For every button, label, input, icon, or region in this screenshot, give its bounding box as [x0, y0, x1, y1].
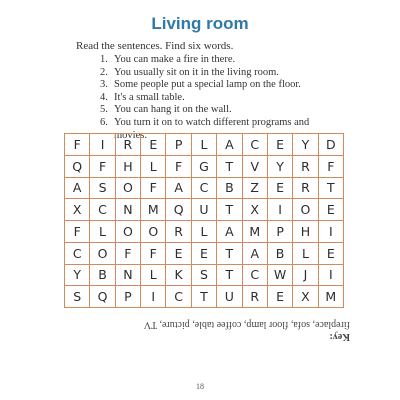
grid-cell[interactable]: Y: [65, 265, 90, 287]
clue-text: You can make a fire in there.: [114, 54, 236, 65]
grid-cell[interactable]: C: [90, 199, 115, 221]
grid-cell[interactable]: A: [65, 178, 90, 200]
clue-text: You can hang it on the wall.: [114, 104, 232, 116]
grid-cell[interactable]: D: [319, 134, 344, 156]
instruction-text: Read the sentences. Find six words.: [76, 40, 234, 52]
grid-cell[interactable]: U: [217, 286, 242, 308]
grid-cell[interactable]: P: [116, 286, 141, 308]
grid-cell[interactable]: I: [319, 221, 344, 243]
page-title: Living room: [151, 14, 249, 33]
grid-cell[interactable]: L: [192, 221, 217, 243]
grid-cell[interactable]: A: [243, 243, 268, 265]
grid-cell[interactable]: C: [243, 134, 268, 156]
grid-cell[interactable]: H: [293, 221, 318, 243]
grid-cell[interactable]: U: [192, 199, 217, 221]
clue-item: [100, 54, 340, 67]
grid-cell[interactable]: T: [217, 265, 242, 287]
grid-cell[interactable]: B: [90, 265, 115, 287]
grid-cell[interactable]: I: [90, 134, 115, 156]
grid-cell[interactable]: E: [192, 243, 217, 265]
answer-key: [70, 318, 350, 342]
grid-cell[interactable]: E: [268, 286, 293, 308]
grid-cell[interactable]: L: [141, 156, 166, 178]
grid-cell[interactable]: H: [116, 156, 141, 178]
grid-cell[interactable]: I: [268, 199, 293, 221]
grid-cell[interactable]: V: [243, 156, 268, 178]
grid-cell[interactable]: G: [192, 156, 217, 178]
grid-cell[interactable]: A: [217, 221, 242, 243]
grid-cell[interactable]: S: [65, 286, 90, 308]
grid-cell[interactable]: E: [166, 243, 191, 265]
grid-cell[interactable]: L: [141, 265, 166, 287]
grid-cell[interactable]: L: [192, 134, 217, 156]
clue-item: [100, 79, 340, 92]
grid-cell[interactable]: A: [166, 178, 191, 200]
grid-cell[interactable]: N: [116, 265, 141, 287]
clue-text: Some people put a special lamp on the floor.: [114, 79, 301, 91]
grid-cell[interactable]: W: [268, 265, 293, 287]
clue-text: You usually sit on it in the living room.: [114, 66, 279, 78]
grid-cell[interactable]: O: [116, 221, 141, 243]
grid-cell[interactable]: T: [217, 199, 242, 221]
grid-cell[interactable]: C: [192, 178, 217, 200]
grid-cell[interactable]: X: [243, 199, 268, 221]
grid-cell[interactable]: R: [116, 134, 141, 156]
clue-number: 4.: [100, 91, 108, 103]
answer-key-label: Key:: [329, 331, 350, 342]
grid-cell[interactable]: Q: [65, 156, 90, 178]
grid-cell[interactable]: K: [166, 265, 191, 287]
grid-cell[interactable]: C: [166, 286, 191, 308]
grid-cell[interactable]: F: [319, 156, 344, 178]
grid-cell[interactable]: E: [141, 134, 166, 156]
grid-cell[interactable]: S: [192, 265, 217, 287]
grid-cell[interactable]: M: [141, 199, 166, 221]
grid-cell[interactable]: L: [293, 243, 318, 265]
clue-number: 1.: [100, 54, 108, 65]
grid-cell[interactable]: F: [141, 178, 166, 200]
grid-cell[interactable]: F: [166, 156, 191, 178]
grid-cell[interactable]: O: [293, 199, 318, 221]
grid-cell[interactable]: P: [166, 134, 191, 156]
grid-cell[interactable]: R: [293, 178, 318, 200]
grid-cell[interactable]: Q: [166, 199, 191, 221]
grid-cell[interactable]: T: [217, 243, 242, 265]
grid-cell[interactable]: R: [293, 156, 318, 178]
grid-cell[interactable]: X: [65, 199, 90, 221]
grid-cell[interactable]: P: [268, 221, 293, 243]
clue-item: [100, 104, 340, 117]
grid-cell[interactable]: O: [141, 221, 166, 243]
grid-cell[interactable]: O: [90, 243, 115, 265]
page-number: 18: [196, 382, 204, 391]
grid-cell[interactable]: F: [141, 243, 166, 265]
grid-cell[interactable]: F: [116, 243, 141, 265]
answer-key-text: fireplace, sofa, floor lamp, coffee table, picture, TV: [143, 319, 350, 330]
grid-cell[interactable]: L: [90, 221, 115, 243]
clue-number: 2.: [100, 66, 108, 78]
clue-number: 3.: [100, 79, 108, 91]
grid-cell[interactable]: E: [319, 243, 344, 265]
grid-cell[interactable]: I: [141, 286, 166, 308]
grid-cell[interactable]: F: [65, 134, 90, 156]
grid-cell[interactable]: M: [243, 221, 268, 243]
grid-cell[interactable]: E: [268, 134, 293, 156]
grid-cell[interactable]: R: [166, 221, 191, 243]
grid-cell[interactable]: S: [90, 178, 115, 200]
grid-cell[interactable]: E: [268, 178, 293, 200]
grid-cell[interactable]: T: [217, 156, 242, 178]
grid-cell[interactable]: Y: [268, 156, 293, 178]
grid-cell[interactable]: C: [65, 243, 90, 265]
clue-item: [100, 67, 340, 80]
grid-cell[interactable]: Z: [243, 178, 268, 200]
grid-cell[interactable]: A: [217, 134, 242, 156]
grid-cell[interactable]: R: [243, 286, 268, 308]
grid-cell[interactable]: B: [217, 178, 242, 200]
grid-cell[interactable]: J: [293, 265, 318, 287]
grid-cell[interactable]: M: [319, 286, 344, 308]
grid-cell[interactable]: T: [319, 178, 344, 200]
clue-list: [100, 54, 340, 142]
clue-number: 6.: [100, 116, 108, 128]
grid-cell[interactable]: T: [192, 286, 217, 308]
clue-text: It's a small table.: [114, 91, 185, 103]
word-search-grid: [64, 133, 344, 308]
grid-cell[interactable]: B: [268, 243, 293, 265]
grid-cell[interactable]: O: [116, 178, 141, 200]
clue-number: 5.: [100, 104, 108, 116]
grid-cell[interactable]: I: [319, 265, 344, 287]
grid-cell[interactable]: Q: [90, 286, 115, 308]
grid-cell[interactable]: E: [319, 199, 344, 221]
grid-cell[interactable]: C: [243, 265, 268, 287]
grid-cell[interactable]: F: [90, 156, 115, 178]
grid-cell[interactable]: X: [293, 286, 318, 308]
clue-item: [100, 92, 340, 105]
grid-cell[interactable]: N: [116, 199, 141, 221]
grid-cell[interactable]: F: [65, 221, 90, 243]
grid-cell[interactable]: Y: [293, 134, 318, 156]
clue-text: You turn it on to watch different programs and movies.: [114, 116, 310, 141]
